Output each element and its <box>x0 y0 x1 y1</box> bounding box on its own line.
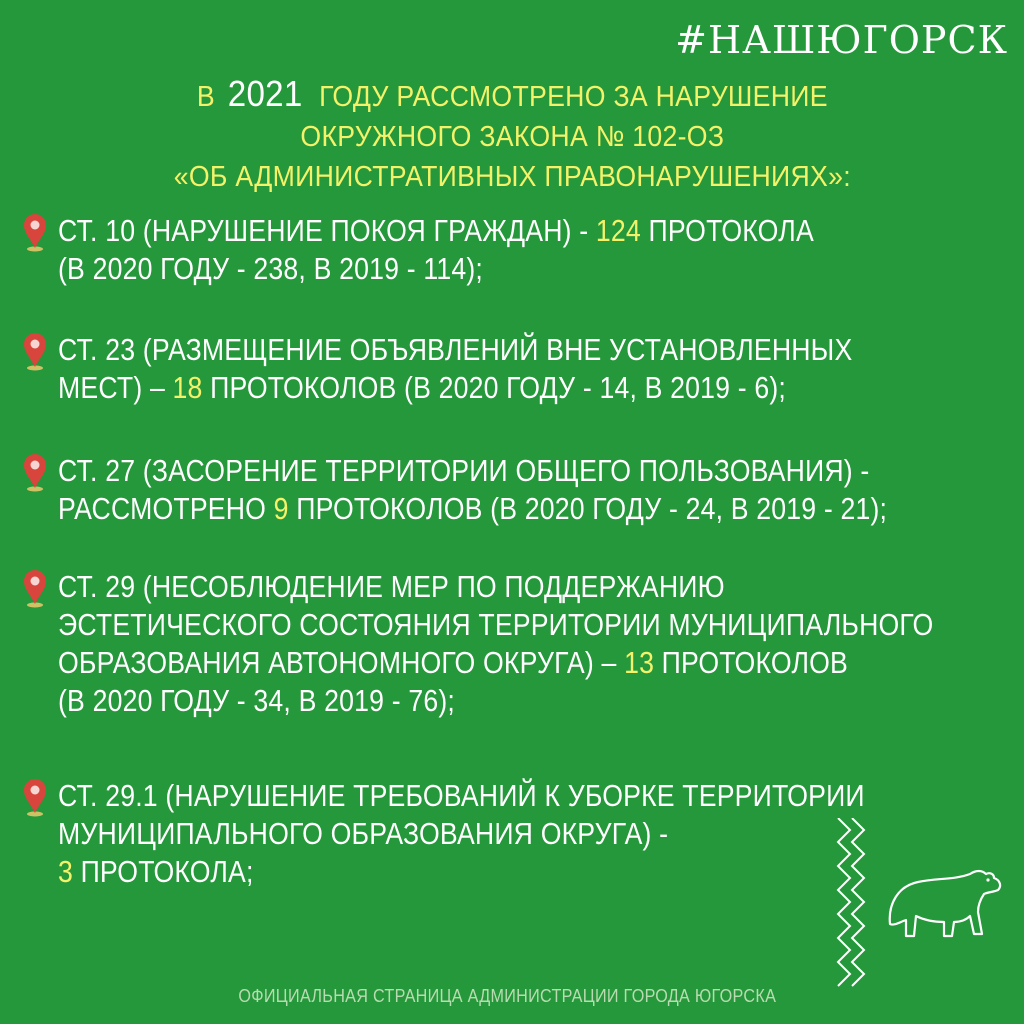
entry-line: СТ. 29 (НЕСОБЛЮДЕНИЕ МЕР ПО ПОДДЕРЖАНИЮ <box>58 569 725 604</box>
protocol-count: 9 <box>273 491 289 526</box>
header-line-1 <box>41 74 983 117</box>
entry-line: ЭСТЕТИЧЕСКОГО СОСТОЯНИЯ ТЕРРИТОРИИ МУНИЦИПАЛЬНОГО <box>58 607 934 642</box>
header-line-2: ОКРУЖНОГО ЗАКОНА № 102-ОЗ <box>300 121 725 153</box>
header-line-1-rest: ГОДУ РАССМОТРЕНО ЗА НАРУШЕНИЕ <box>319 81 828 113</box>
protocol-count: 13 <box>624 645 655 680</box>
entry-text <box>58 452 887 528</box>
map-pin-icon <box>20 568 50 608</box>
map-pin-icon <box>20 331 50 371</box>
header-year: 2021 <box>227 73 303 114</box>
entry-text <box>58 212 814 288</box>
entry-line: МЕСТ) – 18 ПРОТОКОЛОВ (В 2020 ГОДУ - 14, В 2019 - 6); <box>58 370 786 405</box>
protocol-count: 124 <box>595 213 641 248</box>
header-prefix: В <box>196 81 215 113</box>
entry-line: ОБРАЗОВАНИЯ АВТОНОМНОГО ОКРУГА) – 13 ПРОТОКОЛОВ <box>58 645 849 680</box>
entry-line: СТ. 27 (ЗАСОРЕНИЕ ТЕРРИТОРИИ ОБЩЕГО ПОЛЬЗОВАНИЯ) - <box>58 453 870 488</box>
header-line-3: «ОБ АДМИНИСТРАТИВНЫХ ПРАВОНАРУШЕНИЯХ»: <box>173 161 851 193</box>
entry-text <box>58 568 933 720</box>
protocol-count: 18 <box>172 370 203 405</box>
zigzag-ornament-icon <box>830 818 874 988</box>
entry-line: (В 2020 ГОДУ - 238, В 2019 - 114); <box>58 251 483 286</box>
map-pin-icon <box>20 452 50 492</box>
entry-line: СТ. 10 (НАРУШЕНИЕ ПОКОЯ ГРАЖДАН) - 124 ПРОТОКОЛА <box>58 213 814 248</box>
entry-line: 3 ПРОТОКОЛА; <box>58 854 254 889</box>
entry-text <box>58 331 852 407</box>
map-pin-icon <box>20 777 50 817</box>
entry-line: МУНИЦИПАЛЬНОГО ОБРАЗОВАНИЯ ОКРУГА) - <box>58 816 669 851</box>
entry-line: СТ. 23 (РАЗМЕЩЕНИЕ ОБЪЯВЛЕНИЙ ВНЕ УСТАНОВЛЕННЫХ <box>58 332 853 367</box>
bear-outline-icon <box>884 860 1004 942</box>
entry-line: СТ. 29.1 (НАРУШЕНИЕ ТРЕБОВАНИЙ К УБОРКЕ ТЕРРИТОРИИ <box>58 778 865 813</box>
entry-text <box>58 777 865 891</box>
protocol-count: 3 <box>58 854 74 889</box>
hashtag: #НАШЮГОРСК <box>675 18 1008 62</box>
entry-line: (В 2020 ГОДУ - 34, В 2019 - 76); <box>58 683 455 718</box>
entry-line: РАССМОТРЕНО 9 ПРОТОКОЛОВ (В 2020 ГОДУ - 24, В 2019 - 21); <box>58 491 888 526</box>
header-title <box>41 74 983 197</box>
footer-caption: ОФИЦИАЛЬНАЯ СТРАНИЦА АДМИНИСТРАЦИИ ГОРОДА ЮГОРСКА <box>238 986 777 1006</box>
map-pin-icon <box>20 212 50 252</box>
